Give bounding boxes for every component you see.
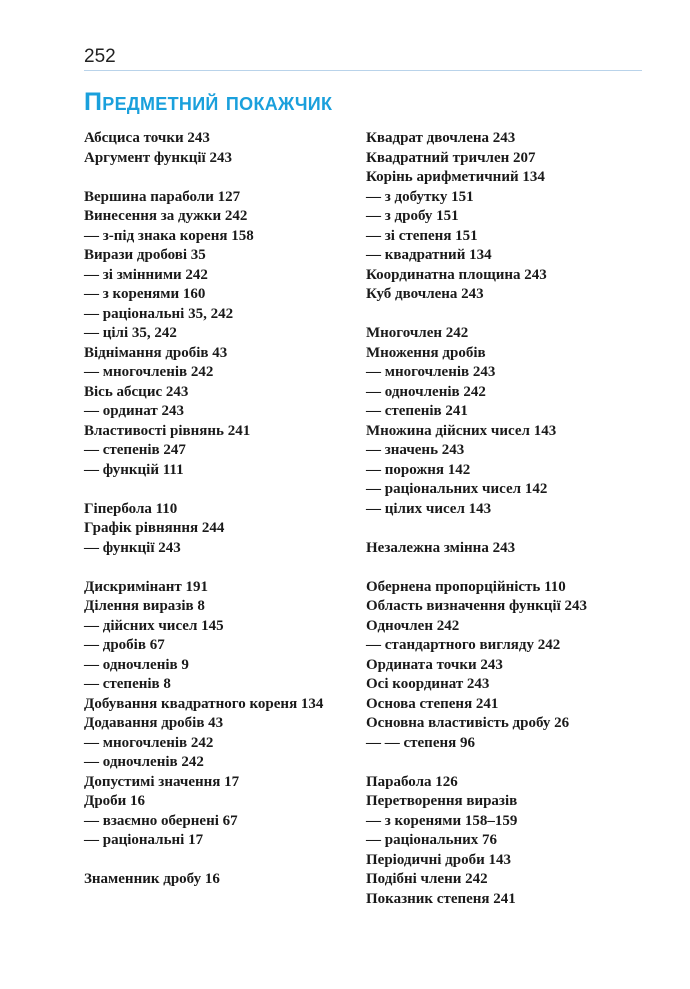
index-gap [366,558,656,578]
index-entry: — функцій 111 [84,461,184,478]
index-gap [366,519,656,539]
index-entry: Показник степеня 241 [366,890,516,907]
index-entry: Властивості рівнянь 241 [84,422,251,439]
index-entry: — з коренями 160 [84,286,206,302]
index-entry: Одночлен 242 [366,617,460,634]
index-entry: Куб двочлена 243 [366,286,484,302]
index-entry: Абсциса точки 243 [84,130,210,146]
index-entry: — одночленів 242 [366,383,486,400]
index-entry: — стандартного вигляду 242 [366,637,561,653]
index-entry: — з дробу 151 [366,208,459,224]
index-entry: — ординат 243 [84,403,184,419]
index-entry: Добування квадратного кореня 134 [84,695,324,712]
index-entry: — взаємно обернені 67 [84,812,238,829]
index-entry: Координатна площина 243 [366,266,547,283]
index-entry: Множина дійсних чисел 143 [366,422,557,439]
index-entry: — раціональні 35, 242 [84,305,234,322]
index-entry: — з коренями 158–159 [366,812,518,829]
index-gap [84,851,374,871]
index-entry: Незалежна змінна 243 [366,539,516,556]
index-entry: — зі змінними 242 [84,266,208,283]
index-entry: Знаменник дробу 16 [84,871,220,887]
index-column-right [366,129,656,909]
index-entry: Корінь арифметичний 134 [366,169,545,185]
index-entry: — з-під знака кореня 158 [84,227,254,244]
index-gap [366,753,656,773]
index-entry: Періодичні дроби 143 [366,851,511,868]
index-entry: — раціональні 17 [84,832,204,848]
index-entry: Основна властивість дробу 26 [366,715,570,731]
index-entry: — одночленів 242 [84,754,204,770]
index-entry: — з добутку 151 [366,188,474,205]
index-column-left [84,129,374,890]
index-gap [84,168,374,188]
index-entry: Допустимі значення 17 [84,773,240,790]
page-number: 252 [84,46,116,67]
index-entry: Область визначення функції 243 [366,598,588,614]
index-entry: — раціональних чисел 142 [366,481,548,497]
index-entry: Додавання дробів 43 [84,715,224,731]
index-entry: — одночленів 9 [84,656,189,673]
index-entry: — степенів 241 [366,403,468,419]
index-entry: — многочленів 242 [84,364,214,380]
index-entry: Гіпербола 110 [84,500,178,517]
index-entry: — многочленів 243 [366,364,496,380]
index-entry: — — степеня 96 [366,734,475,751]
index-entry: Вісь абсцис 243 [84,383,189,400]
index-entry: Дроби 16 [84,793,146,809]
index-entry: — функції 243 [84,539,181,556]
index-entry: Вирази дробові 35 [84,247,206,263]
index-entry: — цілі 35, 242 [84,325,177,341]
index-entry: Осі координат 243 [366,676,490,692]
index-entry: Графік рівняння 244 [84,520,225,536]
index-entry: Винесення за дужки 242 [84,208,248,224]
index-entry: Множення дробів [366,344,486,361]
page-title: Предметний покажчик [84,88,333,116]
index-entry: — дробів 67 [84,637,165,653]
index-entry: — многочленів 242 [84,734,214,751]
index-entry: Квадратний тричлен 207 [366,149,536,166]
index-entry: — цілих чисел 143 [366,500,492,517]
index-entry: Ордината точки 243 [366,656,503,673]
index-entry: Многочлен 242 [366,325,469,341]
index-entry: Квадрат двочлена 243 [366,130,516,146]
index-entry: — порожня 142 [366,461,471,478]
index-entry: — раціональних 76 [366,832,498,848]
index-entry: Подібні члени 242 [366,871,488,887]
index-entry: Вершина параболи 127 [84,188,241,205]
index-entry: Перетворення виразів [366,793,518,809]
index-entry: — квадратний 134 [366,247,492,263]
index-entry: Віднімання дробів 43 [84,344,228,361]
index-entry: — дійсних чисел 145 [84,617,224,634]
index-entry: Основа степеня 241 [366,695,499,712]
index-entry: Дискримінант 191 [84,578,209,595]
header-divider [84,70,642,71]
index-gap [84,558,374,578]
index-gap [84,480,374,500]
index-entry: — значень 243 [366,442,465,458]
index-entry: — зі степеня 151 [366,227,478,244]
index-entry: Обернена пропорційність 110 [366,578,566,595]
index-entry: — степенів 8 [84,676,171,692]
index-gap [366,305,656,325]
index-entry: Ділення виразів 8 [84,598,205,614]
index-entry: Аргумент функції 243 [84,149,232,166]
index-entry: Парабола 126 [366,773,458,790]
index-entry: — степенів 247 [84,442,186,458]
